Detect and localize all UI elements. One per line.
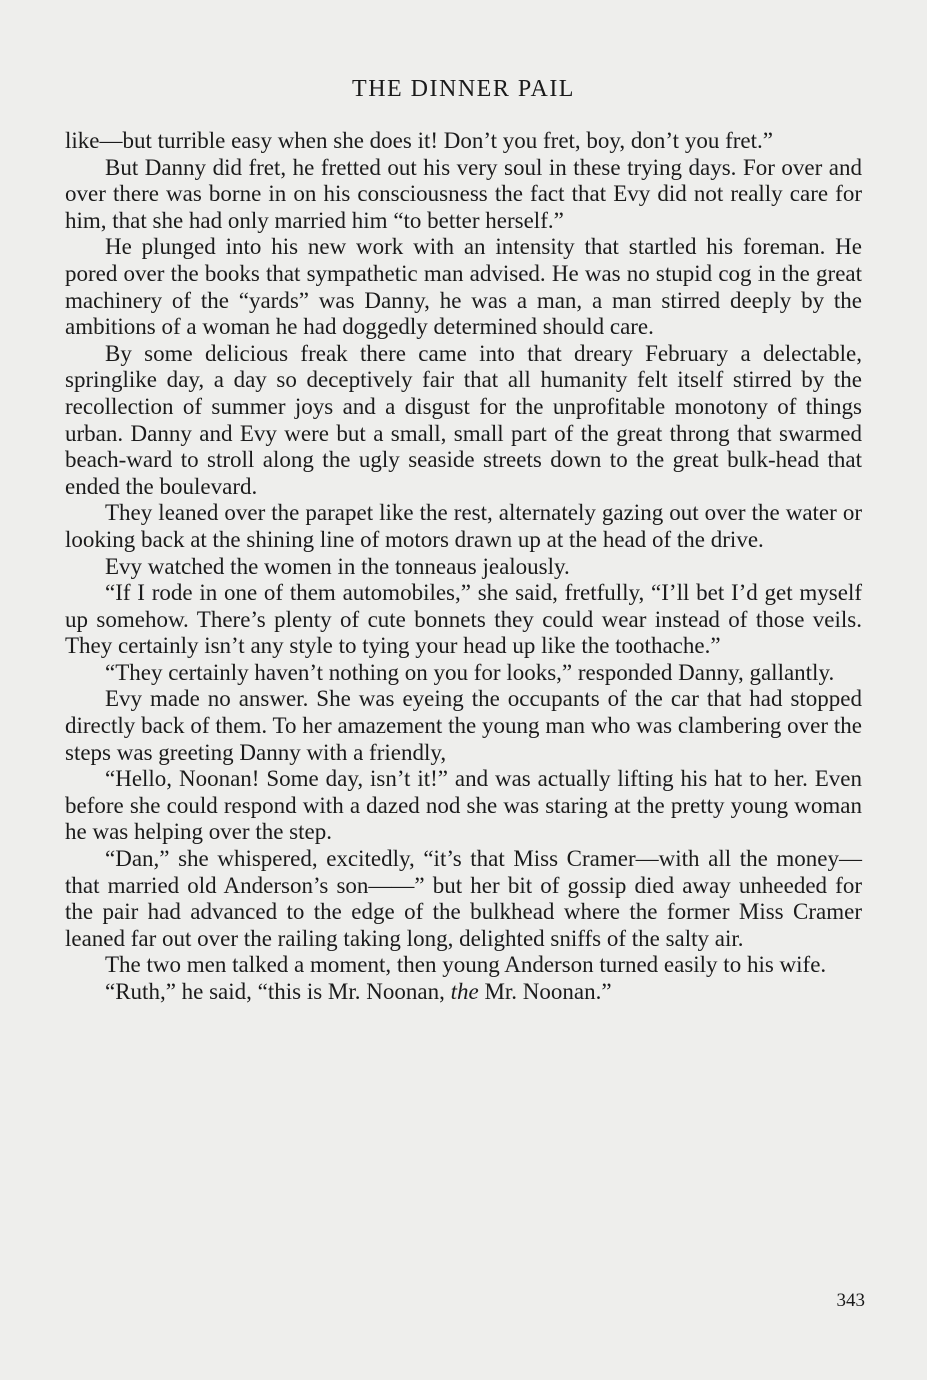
paragraph: They leaned over the parapet like the rest, alternately gazing out over the water or looking back at the shining line of motors drawn up at the head of the drive. <box>65 500 862 552</box>
paragraph: “If I rode in one of them automobiles,” she said, fretfully, “I’ll bet I’d get myself up somehow. There’s plenty of cute bonnets they could wear instead of those veils. They certainly isn’t any style to tying your head up like the toothache.” <box>65 580 862 659</box>
body-text <box>65 128 862 1006</box>
paragraph: But Danny did fret, he fretted out his very soul in these trying days. For over and over there was borne in on his consciousness the fact that Evy did not really care for him, that she had only married him “to better herself.” <box>65 154 862 233</box>
paragraph: “They certainly haven’t nothing on you for looks,” responded Danny, gallantly. <box>105 659 835 685</box>
paragraph: Evy made no answer. She was eyeing the occupants of the car that had stopped directly back of them. To her amazement the young man who was clambering over the steps was greeting Danny with a friendly, <box>65 686 862 765</box>
paragraph-text: Mr. Noonan.” <box>478 979 612 1004</box>
paragraph: By some delicious freak there came into that dreary February a delectable, springlike day, a day so deceptively fair that all humanity felt itself stirred by the recollection of summer joys and a disgust for the unprofitable monotony of things urban. Danny and Evy were but a small, small part of the great throng that swarmed beach-ward to stroll along the ugly seaside streets down to the great bulk-head that ended the boulevard. <box>65 340 862 499</box>
paragraph: He plunged into his new work with an intensity that startled his foreman. He pored over the books that sympathetic man advised. He was no stupid cog in the great machinery of the “yards” was Danny, he was a man, a man stirred deeply by the ambitions of a woman he had doggedly determined should care. <box>65 234 862 340</box>
page-number: 343 <box>836 1290 865 1311</box>
emphasized-word: the <box>450 979 479 1004</box>
running-head: THE DINNER PAIL <box>352 76 575 102</box>
paragraph: “Hello, Noonan! Some day, isn’t it!” and was actually lifting his hat to her. Even before she could respond with a dazed nod she was staring at the pretty young woman he was helping over the step. <box>65 766 862 845</box>
paragraph: The two men talked a moment, then young Anderson turned easily to his wife. <box>105 952 827 978</box>
paragraph: like—but turrible easy when she does it! Don’t you fret, boy, don’t you fret.” <box>65 128 773 153</box>
paragraph: “Dan,” she whispered, excitedly, “it’s that Miss Cramer—with all the money—that married old Anderson’s son——” but her bit of gossip died away unheeded for the pair had advanced to the edge of the bulkhead where the former Miss Cramer leaned far out over the railing taking long, delighted sniffs of the salty air. <box>65 846 862 951</box>
paragraph-text: “Ruth,” he said, “this is Mr. Noonan, <box>105 979 451 1004</box>
paragraph <box>65 979 862 1006</box>
paragraph: Evy watched the women in the tonneaus jealously. <box>105 553 570 579</box>
